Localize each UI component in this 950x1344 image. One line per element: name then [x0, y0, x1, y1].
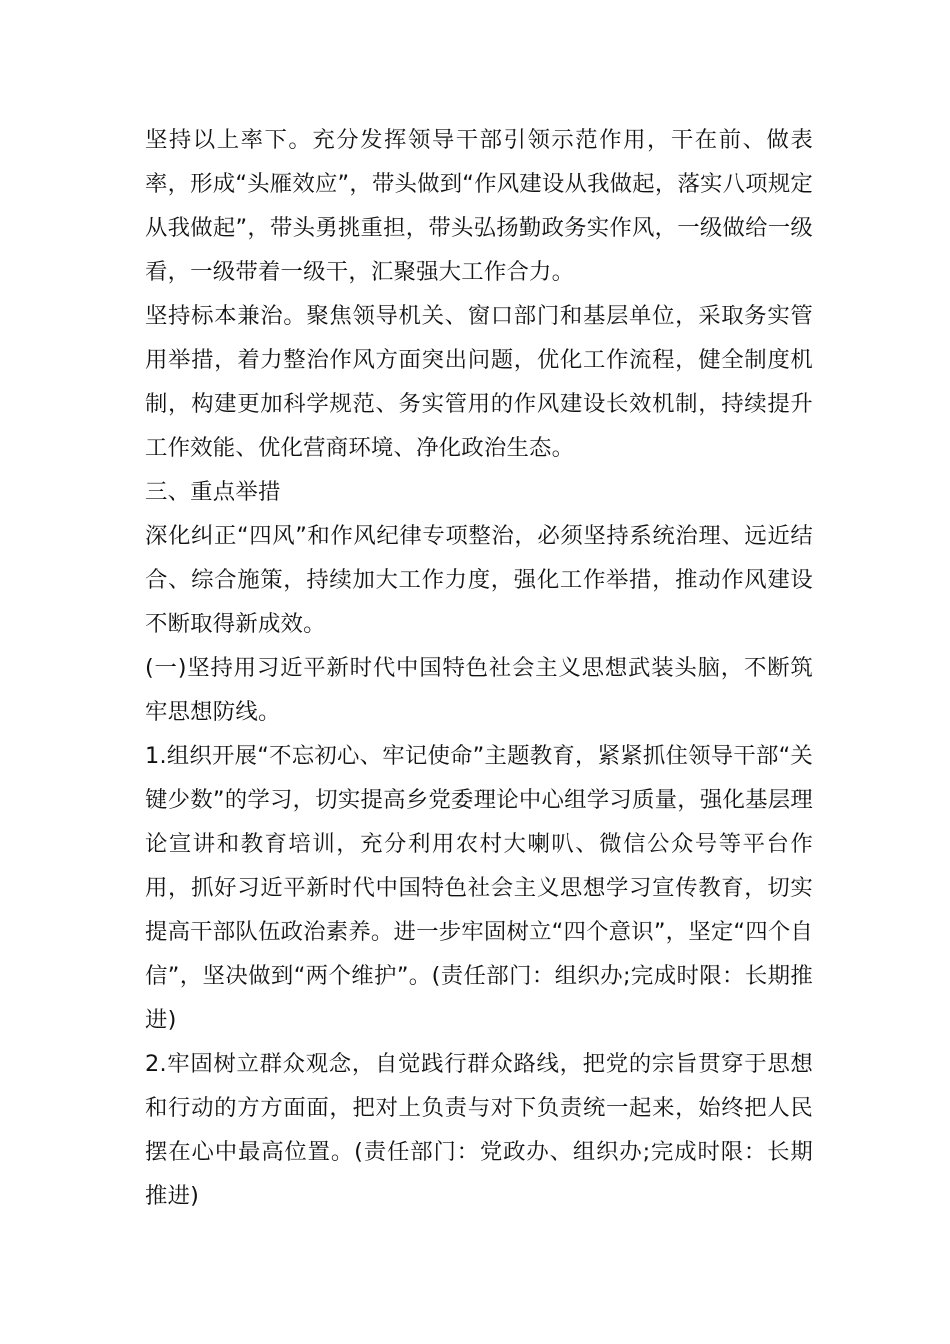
paragraph-root-and-branch: 坚持标本兼治。聚焦领导机关、窗口部门和基层单位，采取务实管用举措，着力整治作风方面突出问题，优化工作流程，健全制度机制，构建更加科学规范、务实管用的作风建设长效机制，持续提升工作效能、优化营商环境、净化政治生态。	[145, 303, 813, 461]
subsection-heading-1: (一)坚持用习近平新时代中国特色社会主义思想武装头脑，不断筑牢思想防线。	[145, 655, 813, 725]
document-page	[145, 118, 813, 1218]
list-item-1: 1.组织开展“不忘初心、牢记使命”主题教育，紧紧抓住领导干部“关键少数”的学习，切实提高乡党委理论中心组学习质量，强化基层理论宣讲和教育培训，充分利用农村大喇叭、微信公众号等平台作用，抓好习近平新时代中国特色社会主义思想学习宣传教育，切实提高干部队伍政治素养。进一步牢固树立“四个意识”，坚定“四个自信”，坚决做到“两个维护”。(责任部门：组织办;完成时限：长期推进)	[145, 743, 813, 1033]
paragraph-deepen-rectification: 深化纠正“四风”和作风纪律专项整治，必须坚持系统治理、远近结合、综合施策，持续加大工作力度，强化工作举措，推动作风建设不断取得新成效。	[145, 523, 813, 637]
section-heading-key-measures: 三、重点举措	[145, 479, 281, 505]
paragraph-lead-by-example: 坚持以上率下。充分发挥领导干部引领示范作用，干在前、做表率，形成“头雁效应”，带头做到“作风建设从我做起，落实八项规定从我做起”，带头勇挑重担，带头弘扬勤政务实作风，一级做给一级看，一级带着一级干，汇聚强大工作合力。	[145, 127, 813, 285]
list-item-2: 2.牢固树立群众观念，自觉践行群众路线，把党的宗旨贯穿于思想和行动的方方面面，把对上负责与对下负责统一起来，始终把人民摆在心中最高位置。(责任部门：党政办、组织办;完成时限：长期推进)	[145, 1051, 813, 1209]
